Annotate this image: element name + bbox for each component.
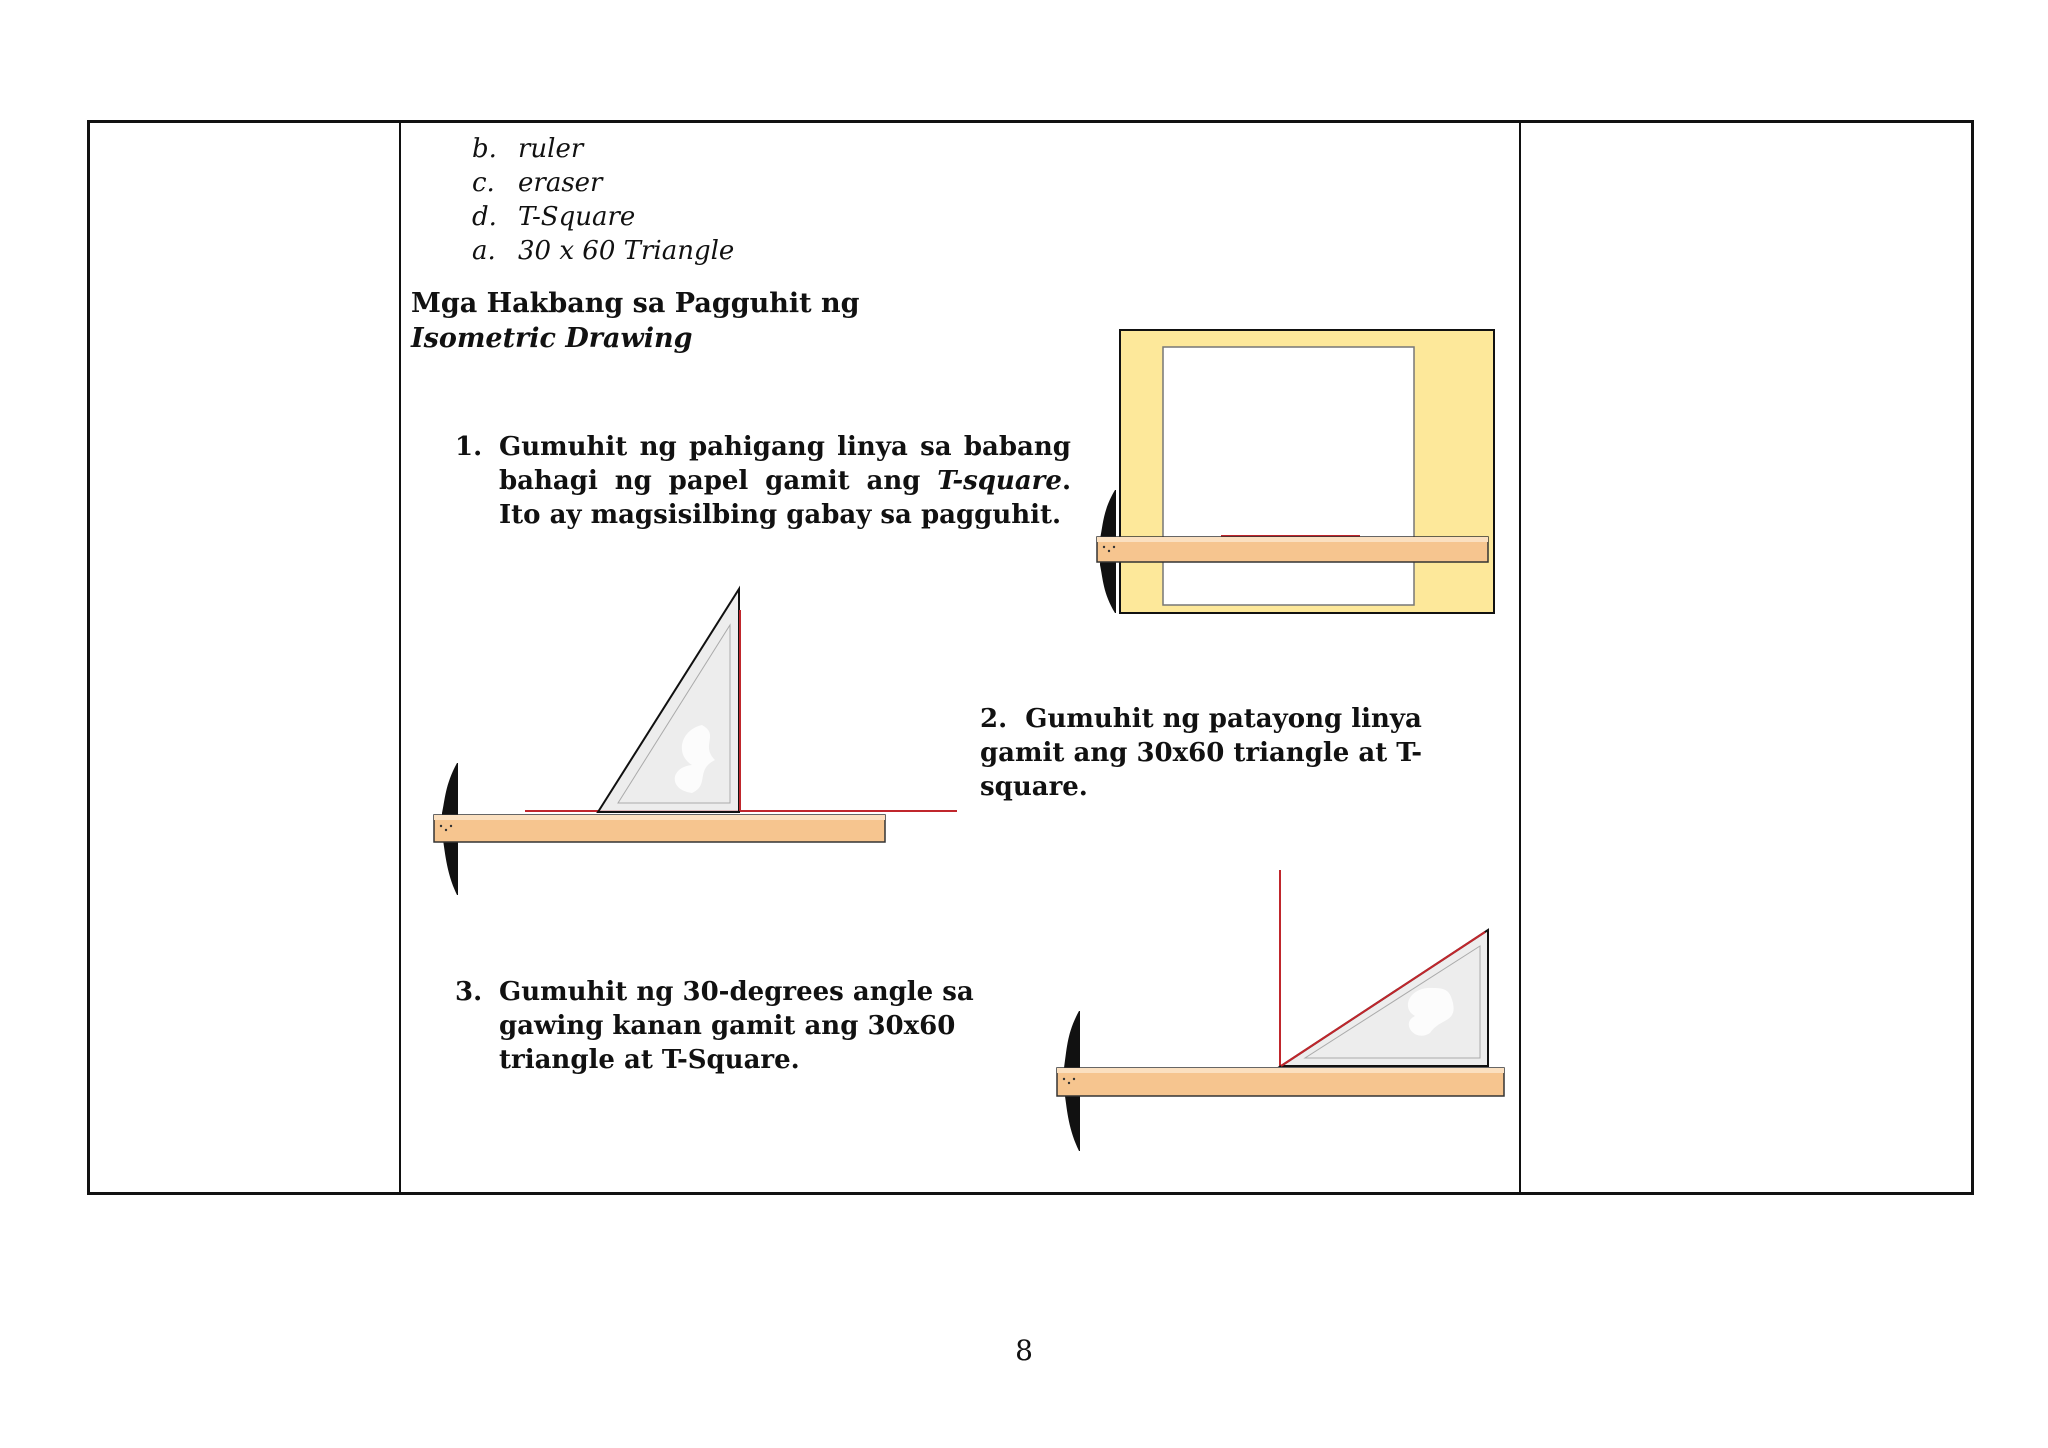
- column-divider: [1519, 123, 1521, 1192]
- step-1-text: Gumuhit ng pahigang linya sa babang bahagi ng papel gamit ang T-square. Ito ay magsisilbing gabay sa pagguhit.: [499, 432, 1071, 530]
- list-item: b. ruler: [472, 134, 584, 164]
- blade-highlight: [434, 815, 885, 820]
- list-item: a. 30 x 60 Triangle: [472, 236, 735, 266]
- blade-dot: [1103, 546, 1105, 548]
- blade-dot: [450, 825, 452, 827]
- figure-30-degree-angle: [1055, 868, 1510, 1153]
- step-1: 1. Gumuhit ng pahigang linya sa babang bahagi ng papel gamit ang T-square. Ito ay magsisilbing gabay sa pagguhit.: [455, 432, 1071, 530]
- blade-dot: [445, 829, 447, 831]
- blade-highlight: [1057, 1068, 1504, 1073]
- list-item: c. eraser: [472, 168, 603, 198]
- blade-dot: [1068, 1082, 1070, 1084]
- figure-vertical-line: [430, 585, 970, 900]
- blade-dot: [1063, 1078, 1065, 1080]
- blade-dot: [1108, 550, 1110, 552]
- page-number: 8: [1015, 1334, 1033, 1367]
- column-divider: [399, 123, 401, 1192]
- step-3: 3. Gumuhit ng 30-degrees angle sa gawing kanan gamit ang 30x60 triangle at T-Square.: [455, 977, 974, 1075]
- blade-dot: [440, 825, 442, 827]
- paper: [1163, 347, 1414, 605]
- list-item: d. T-Square: [472, 202, 636, 232]
- blade-dot: [1073, 1078, 1075, 1080]
- triangle-30x60: [598, 589, 739, 812]
- blade-highlight: [1097, 537, 1488, 542]
- section-heading: Mga Hakbang sa Pagguhit ng Isometric Drawing: [411, 288, 860, 354]
- step-2: 2. Gumuhit ng patayong linya gamit ang 30x60 triangle at T-square.: [980, 704, 1423, 802]
- materials-list: [472, 132, 734, 268]
- blade-dot: [1113, 546, 1115, 548]
- lesson-table: [87, 120, 1974, 1195]
- figure-board-tsquare: [1095, 325, 1507, 620]
